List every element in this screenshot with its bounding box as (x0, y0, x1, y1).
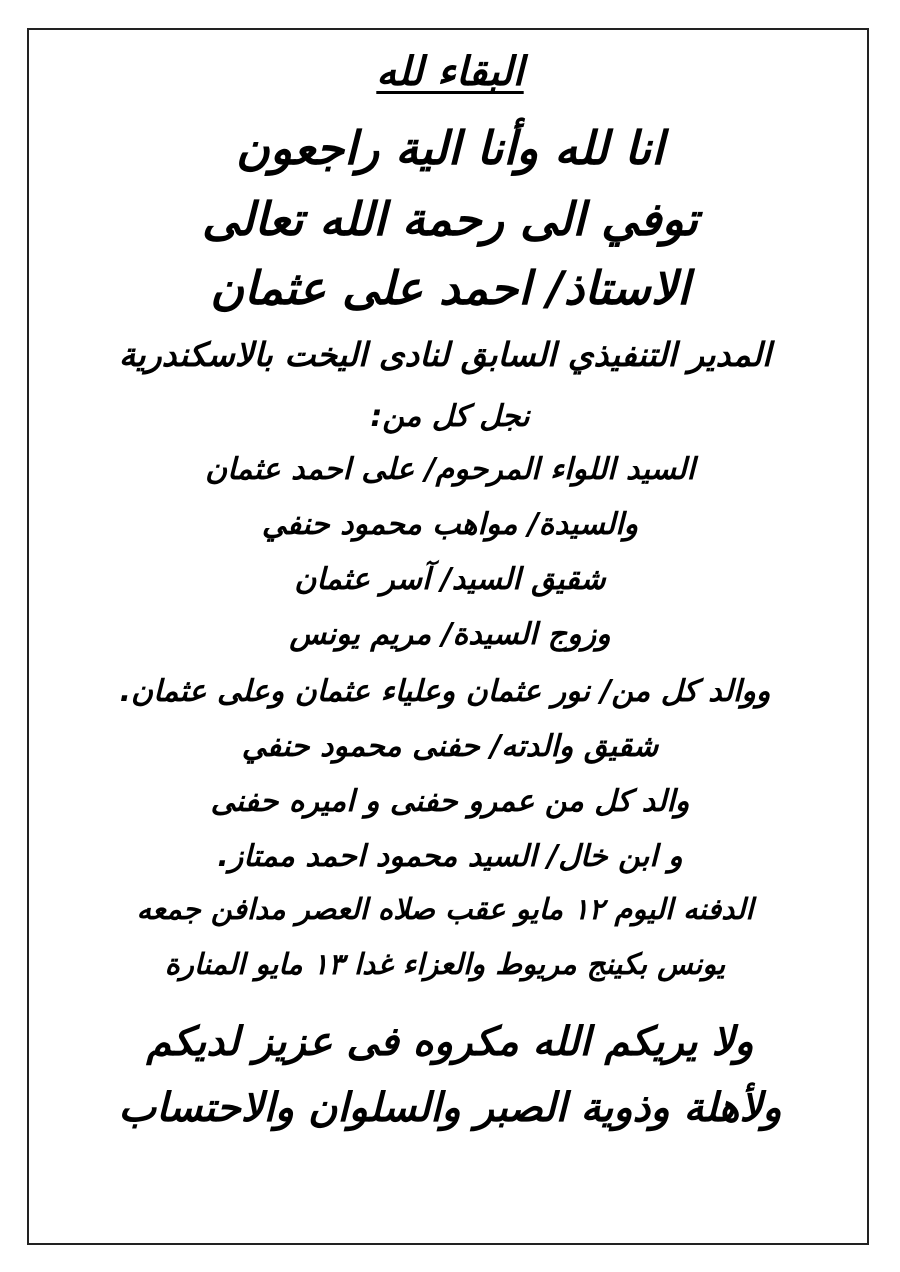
deceased-name: الاستاذ/ احمد على عثمان (210, 261, 690, 315)
maternal-uncle-line: شقيق والدته/ حفنى محمود حنفي (241, 729, 659, 764)
announcement-line: توفي الى رحمة الله تعالى (201, 192, 699, 246)
spouse-line: وزوج السيدة/ مريم يونس (289, 617, 611, 652)
title-text: البقاء لله (376, 49, 524, 95)
brother-line: شقيق السيد/ آسر عثمان (294, 562, 606, 597)
notice-title (40, 49, 860, 95)
prayer-line-1: ولا يريكم الله مكروه فى عزيز لديكم (146, 1019, 754, 1065)
cousin-line: و ابن خال/ السيد محمود احمد ممتاز. (217, 839, 683, 874)
father-line: السيد اللواء المرحوم/ على احمد عثمان (205, 452, 695, 487)
uncle-children-line: والد كل من عمرو حفنى و اميره حفنى (210, 784, 690, 819)
prayer-line-2: ولأهلة وذوية الصبر والسلوان والاحتساب (118, 1085, 782, 1131)
burial-line: الدفنه اليوم ١٢ مايو عقب صلاه العصر مدافن جمعه (136, 892, 754, 926)
verse-line: انا لله وأنا الية راجعون (236, 121, 664, 175)
son-of-line: نجل كل من: (370, 399, 530, 434)
mother-line: والسيدة/ مواهب محمود حنفي (261, 507, 639, 542)
condolence-line: يونس بكينج مريوط والعزاء غدا ١٣ مايو المنارة (164, 947, 726, 981)
position-line: المدير التنفيذي السابق لنادى اليخت بالاسكندرية (118, 335, 772, 374)
children-line: ووالد كل من/ نور عثمان وعلياء عثمان وعلى عثمان. (119, 674, 771, 709)
